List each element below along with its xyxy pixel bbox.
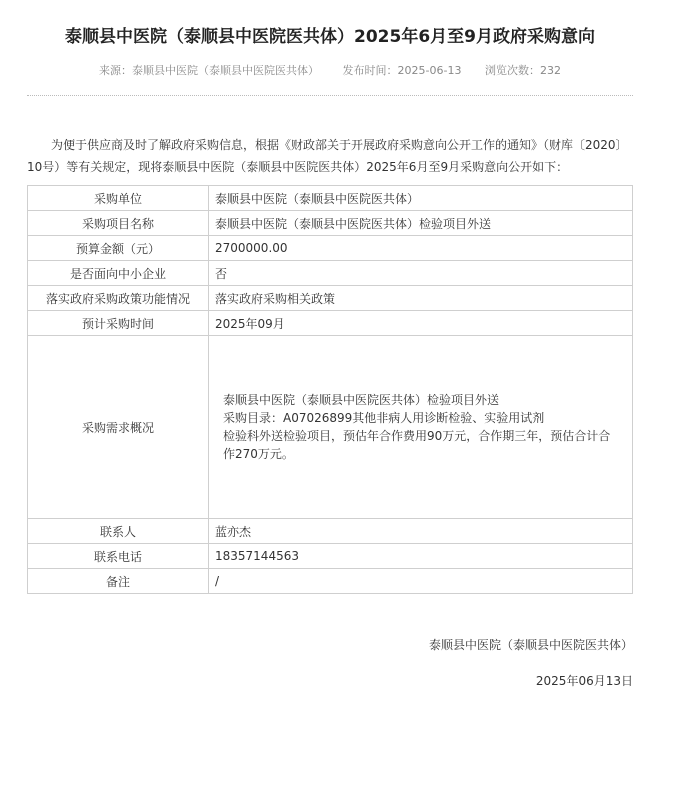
requirement-line: 泰顺县中医院（泰顺县中医院医共体）检验项目外送 xyxy=(223,393,500,407)
meta-published: 发布时间：2025-06-13 xyxy=(342,64,462,77)
row-label: 采购需求概况 xyxy=(28,336,209,519)
row-label: 采购单位 xyxy=(28,186,209,211)
meta-views: 浏览次数：232 xyxy=(484,64,561,77)
page-title: 泰顺县中医院（泰顺县中医院医共体）2025年6月至9月政府采购意向 xyxy=(65,27,595,47)
divider xyxy=(27,95,633,96)
row-value: 否 xyxy=(209,261,633,286)
meta-source: 来源：泰顺县中医院（泰顺县中医院医共体） xyxy=(99,64,320,77)
table-row xyxy=(28,286,633,311)
row-value: 落实政府采购相关政策 xyxy=(209,286,633,311)
row-label: 采购项目名称 xyxy=(28,211,209,236)
table-row xyxy=(28,311,633,336)
requirement-line: 采购目录：A07026899其他非病人用诊断检验、实验用试剂 xyxy=(223,411,545,425)
row-value: 2025年09月 xyxy=(209,311,633,336)
row-label: 预算金额（元） xyxy=(28,236,209,261)
table-row xyxy=(28,236,633,261)
table-row xyxy=(28,186,633,211)
table-row xyxy=(28,569,633,594)
table-row xyxy=(28,544,633,569)
row-label: 联系人 xyxy=(28,519,209,544)
row-value: 泰顺县中医院（泰顺县中医院医共体）检验项目外送 xyxy=(209,211,633,236)
procurement-table xyxy=(27,185,633,594)
row-label: 联系电话 xyxy=(28,544,209,569)
row-label: 落实政府采购政策功能情况 xyxy=(28,286,209,311)
table-row xyxy=(28,261,633,286)
requirement-text xyxy=(215,391,613,463)
row-value: 泰顺县中医院（泰顺县中医院医共体） xyxy=(209,186,633,211)
intro-paragraph: 为便于供应商及时了解政府采购信息，根据《财政部关于开展政府采购意向公开工作的通知》（财库〔2020〕10号）等有关规定，现将泰顺县中医院（泰顺县中医院医共体）2025年6月至9月采购意向公开如下： xyxy=(27,138,628,174)
table-row xyxy=(28,211,633,236)
row-value: / xyxy=(209,569,633,594)
row-label: 是否面向中小企业 xyxy=(28,261,209,286)
row-label: 预计采购时间 xyxy=(28,311,209,336)
row-value: 18357144563 xyxy=(209,544,633,569)
requirement-cell xyxy=(209,336,633,519)
table-row xyxy=(28,519,633,544)
article-meta xyxy=(0,62,660,78)
row-label: 备注 xyxy=(28,569,209,594)
requirement-line: 检验科外送检验项目，预估年合作费用90万元，合作期三年，预估合计合作270万元。 xyxy=(223,429,611,461)
row-value: 蓝亦杰 xyxy=(209,519,633,544)
signature-date: 2025年06月13日 xyxy=(535,674,633,688)
row-value: 2700000.00 xyxy=(209,236,633,261)
table-row-requirement xyxy=(28,336,633,519)
signature: 泰顺县中医院（泰顺县中医院医共体） xyxy=(428,638,633,652)
